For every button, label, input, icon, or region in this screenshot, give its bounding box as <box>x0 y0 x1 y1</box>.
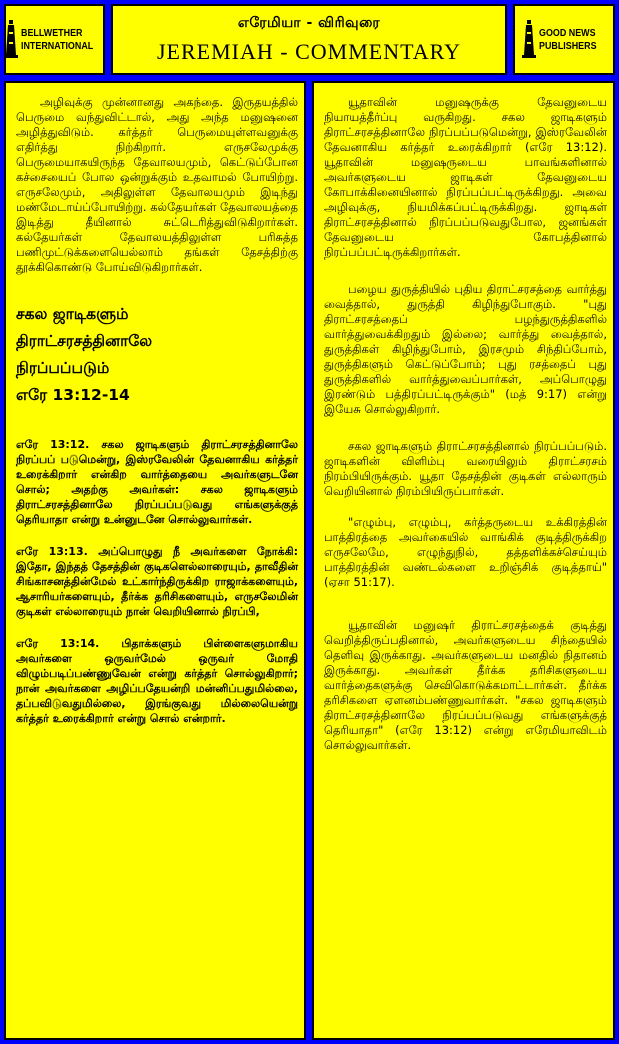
intro-paragraph: அழிவுக்கு முன்னானது அகந்தை. இருதயத்தில் பெருமை வந்துவிட்டால், அது அந்த மனுஷனை அழித்துவிடும். கர்த்தர் பெருமையுள்ளவனுக்கு எதிர்த்து நிற்கிறார். எருசலேமுக்கு பெருமையாகயிருந்த தேவாலயமும், கெட்டுப்போன கச்சையைப் போல ஒன்றுக்கும் உதவாமல் போயிற்று. எருசலேமும், அதிலுள்ள தேவாலயமும் இடிந்து மண்மேடாய்ப்போயிற்று. கல்தேயர்கள் தேவாலயத்தை இடித்து தீயினால் சுட்டெரித்துவிடுகிறார்கள். கல்தேயர்கள் தேவாலயத்திலுள்ள பரிசுத்த பணிமுட்டுக்களையெல்லாம் தங்கள் தேசத்திற்கு தூக்கிகொண்டு போய்விடுகிறார்கள். <box>16 95 298 274</box>
commentary-paragraph: சகல ஜாடிகளும் திராட்சரசத்தினால் நிரப்பப்படும். ஜாடிகளின் விளிம்பு வரையிலும் திராட்சரசம் நிரம்பியிருக்கும். யூதா தேசத்தின் குடிகள் எல்லாரும் வெறியினால் நிரம்பியிருப்பார்கள். <box>324 439 607 498</box>
commentary-paragraph: பழைய துருத்தியில் புதிய திராட்சரசத்தை வார்த்து வைத்தால், துருத்தி கிழிந்துபோகும். "புது திராட்சரசத்தைப் பழந்துருத்திகளில் வார்த்துவைக்கிறதும் இல்லை; வார்த்து வைத்தால், துருத்திகள் கிழிந்துபோம், இரசமும் சிந்திப்போம், துருத்திகளும் கெட்டுப்போம்; புது ரசத்தைப் புது துருத்திகளில் வார்த்துவைப்பார்கள், அப்பொழுது இரண்டும் பத்திரப்பட்டிருக்கும்" (மத் 9:17) என்று இயேசு சொல்லுகிறார். <box>324 282 607 416</box>
left-column <box>4 81 306 1040</box>
logo-line-2: PUBLISHERS <box>538 39 597 52</box>
verse-13-13: எரே 13:13. அப்பொழுது நீ அவர்களை நோக்கி: இதோ, இந்தத் தேசத்தின் குடிகளெல்லாரையும், தாவீதின் சிங்காசனத்தின்மேல் உட்கார்ந்திருக்கிற ராஜாக்களையும், ஆசாரியர்களையும், தீர்க்க தரிசிகளையும், எருசலேமின் குடிகள் எல்லாரையும் நான் வெறியினால் நிரப்பி, <box>16 545 298 618</box>
section-heading <box>16 301 298 409</box>
lighthouse-icon <box>4 18 18 62</box>
verse-13-12: எரே 13:12. சகல ஜாடிகளும் திராட்சரசத்தினாலே நிரப்பப் படுமென்று, இஸ்ரவேலின் தேவனாகிய கர்த்தர் உரைக்கிறார் என்கிற வார்த்தையை அவர்களுடனே சொல்; அதற்கு அவர்கள்: சகல ஜாடிகளும் திராட்சரசத்தினாலே நிரப்பப்படுவது எங்களுக்குத் தெரியாதா என்று உன்னுடனே சொல்லுவார்கள். <box>16 438 298 526</box>
bellwether-logo <box>4 4 105 75</box>
right-column <box>312 81 615 1040</box>
commentary-paragraph: யூதாவின் மனுஷருக்கு தேவனுடைய நியாயத்தீர்ப்பு வருகிறது. சகல ஜாடிகளும் திராட்சரசத்தினாலே நிரப்பப்படுமென்று, இஸ்ரவேலின் தேவனாகிய கர்த்தர் உரைக்கிறார் (எரே 13:12). யூதாவின் மனுஷருடைய பாவங்களினால் அவர்களுடைய ஜாடிகள் தேவனுடைய கோபாக்கினையினால் நிரப்பப்பட்டிருக்கிறது. அவை அழிவுக்கு, நியமிக்கப்பட்டிருக்கிறது. ஜாடிகள் திராட்சரசத்தினால் நிரப்பப்படுவதுபோல, ஜனங்கள் தேவனுடைய கோபத்தினால் நிரப்பப்பட்டிருக்கிறார்கள். <box>324 95 607 259</box>
verse-13-14: எரே 13:14. பிதாக்களும் பிள்ளைகளுமாகிய அவர்களை ஒருவர்மேல் ஒருவர் மோதி விழும்படிப்பண்ணுவேன் என்று கர்த்தர் சொல்லுகிறார்; நான் அவர்களை அழிப்பதேயன்றி மன்னிப்பதுமில்லை, தப்பவிடுவதுமில்லை, இரங்குவது மில்லையென்று கர்த்தர் உரைக்கிறார் என்று சொல் என்றார். <box>16 637 298 725</box>
title-banner <box>111 4 507 75</box>
heading-line: சகல ஜாடிகளும் <box>16 305 129 323</box>
title-english: JEREMIAH - COMMENTARY <box>156 39 462 64</box>
logo-line-2: INTERNATIONAL <box>20 39 93 52</box>
commentary-paragraph: "எழும்பு, எழும்பு, கர்த்தருடைய உக்கிரத்தின் பாத்திரத்தை அவர்கையில் வாங்கிக் குடித்திருக்கிற எருசலேமே, எழுந்துநில், தத்தளிக்கச்செய்யும் பாத்திரத்தின் வண்டல்களை உறிஞ்சிக் குடித்தாய்" (ஏசா 51:17). <box>324 515 607 589</box>
good-news-logo <box>513 4 615 75</box>
heading-line: நிரப்பப்படும் <box>16 359 110 377</box>
commentary-paragraph: யூதாவின் மனுஷர் திராட்சரசத்தைக் குடித்து வெறித்திருப்பதினால், அவர்களுடைய சிந்தையில் தெளிவு இருக்காது. அவர்களுடைய மனதில் நிதானம் இருக்காது. அவர்கள் தீர்க்க தரிசிகளுடைய வார்த்தைகளுக்கு செவிகொடுக்கமாட்டார்கள். தீர்க்க தரிசிகளை ஏளனம்பண்ணுவார்கள். "சகல ஜாடிகளும் திராட்சரசத்தினாலே நிரப்பப்படுவது எங்களுக்குத் தெரியாதா" (எரே 13:12) என்று எரேமியாவிடம் சொல்லுவார்கள். <box>324 618 607 752</box>
heading-line: திராட்சரசத்தினாலே <box>16 332 153 350</box>
title-tamil: எரேமியா - விரிவுரை <box>237 15 381 31</box>
heading-reference: எரே 13:12-14 <box>16 386 130 404</box>
lighthouse-icon <box>522 18 536 62</box>
logo-line-1: GOOD NEWS <box>538 26 596 39</box>
logo-line-1: BELLWETHER <box>20 26 83 39</box>
